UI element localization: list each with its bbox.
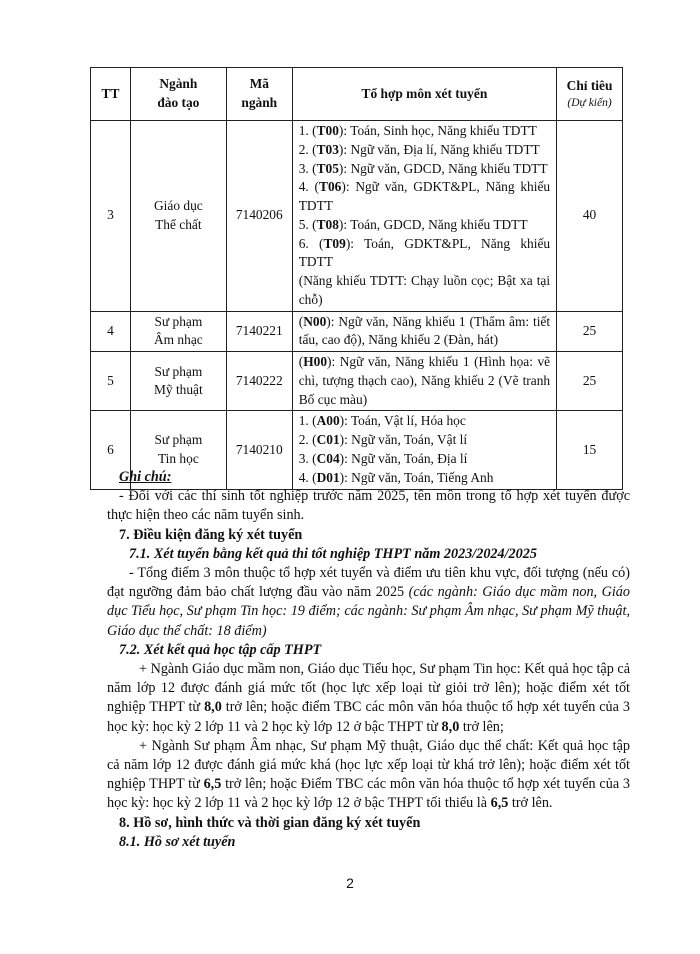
combo-item: 1. (A00): Toán, Vật lí, Hóa học xyxy=(298,413,466,429)
header-major: Ngành đào tạo xyxy=(130,68,226,121)
row-major: Sư phạm Âm nhạc xyxy=(130,311,226,352)
admission-table xyxy=(90,67,623,490)
row-tt: 6 xyxy=(91,411,131,489)
row-code: 7140222 xyxy=(226,352,292,411)
row-quota: 15 xyxy=(557,411,623,489)
header-quota: Chỉ tiêu (Dự kiến) xyxy=(557,68,623,121)
combo-item: 4. (T06): Ngữ văn, GDKT&PL, Năng khiếu TDTT xyxy=(298,179,551,214)
header-code: Mã ngành xyxy=(226,68,292,121)
table-row xyxy=(91,311,623,352)
body-text xyxy=(107,468,630,852)
section-8-heading: 8. Hồ sơ, hình thức và thời gian đăng ký xét tuyển xyxy=(119,814,421,831)
header-combo: Tổ hợp môn xét tuyển xyxy=(292,68,556,121)
combo-item: 3. (C04): Ngữ văn, Toán, Địa lí xyxy=(298,451,468,467)
combo-item: 2. (C01): Ngữ văn, Toán, Vật lí xyxy=(298,432,468,448)
row-code: 7140221 xyxy=(226,311,292,352)
section-7-1-heading: 7.1. Xét tuyển bằng kết quả thi tốt nghiệp THPT năm 2023/2024/2025 xyxy=(129,545,537,562)
section-7-2-para-2: + Ngành Sư phạm Âm nhạc, Sư phạm Mỹ thuật, Giáo dục thể chất: Kết quả học tập cả năm lớp 12 được đánh giá mức khá (học lực xếp loại từ khá trở lên); hoặc điểm xét tốt nghiệp THPT từ 6,5 trở lên; hoặc Điểm TBC các môn văn hóa thuộc tổ hợp xét tuyển của 3 học kỳ: học kỳ 2 lớp 11 và 2 học kỳ lớp 12 ở bậc THPT tối thiểu là 6,5 trở lên. xyxy=(107,737,631,812)
table-row xyxy=(91,352,623,411)
row-code: 7140210 xyxy=(226,411,292,489)
combo-item: (N00): Ngữ văn, Năng khiếu 1 (Thẩm âm: tiết tấu, cao độ), Năng khiếu 2 (Đàn, hát) xyxy=(298,313,551,348)
row-quota: 40 xyxy=(557,121,623,312)
combo-item: 3. (T05): Ngữ văn, GDCD, Năng khiếu TDTT xyxy=(298,160,548,176)
row-quota: 25 xyxy=(557,311,623,352)
table-header-row xyxy=(91,68,623,121)
row-combos xyxy=(292,352,556,411)
row-quota: 25 xyxy=(557,352,623,411)
row-combos xyxy=(292,121,556,312)
combo-item: 4. (D01): Ngữ văn, Toán, Tiếng Anh xyxy=(298,469,494,485)
combo-item: 1. (T00): Toán, Sinh học, Năng khiếu TDTT xyxy=(298,123,537,138)
row-combos xyxy=(292,311,556,352)
note-text: - Đối với các thí sinh tốt nghiệp trước năm 2025, tên môn trong tổ hợp xét tuyển được thực hiện theo các năm tuyển sinh. xyxy=(107,488,630,524)
table-row xyxy=(91,121,623,312)
section-7-2-para-1: + Ngành Giáo dục mầm non, Giáo dục Tiểu học, Sư phạm Tin học: Kết quả học tập cả năm lớp 12 được đánh giá mức tốt (học lực xếp loại từ giỏi trở lên); hoặc điểm xét tốt nghiệp THPT từ 8,0 trở lên; hoặc điểm TBC các môn văn hóa thuộc tổ hợp xét tuyển của 3 học kỳ: học kỳ 2 lớp 11 và 2 học kỳ lớp 12 ở bậc THPT từ 8,0 trở lên; xyxy=(107,661,630,735)
note-title: Ghi chú: xyxy=(119,469,172,485)
section-7-2-heading: 7.2. Xét kết quả học tập cấp THPT xyxy=(119,641,322,658)
combo-item: 5. (T08): Toán, GDCD, Năng khiếu TDTT xyxy=(298,216,528,232)
combo-item: 2. (T03): Ngữ văn, Địa lí, Năng khiếu TDTT xyxy=(298,141,540,157)
header-tt: TT xyxy=(91,68,131,121)
combo-extra: (Năng khiếu TDTT: Chạy luồn cọc; Bật xa tại chỗ) xyxy=(298,273,551,307)
row-tt: 3 xyxy=(91,121,131,312)
row-code: 7140206 xyxy=(226,121,292,312)
section-7-1-text: - Tổng điểm 3 môn thuộc tổ hợp xét tuyển và điểm ưu tiên khu vực, đối tượng (nếu có) đạt ngưỡng đảm bảo chất lượng đầu vào năm 2025 (các ngành: Giáo dục mầm non, Giáo dục Tiểu học, Sư phạm Tin học: 19 điểm; các ngành: Sư phạm Âm nhạc, Sư phạm Mỹ thuật, Giáo dục thể chất: 18 điểm) xyxy=(107,565,630,639)
row-tt: 4 xyxy=(91,311,131,352)
combo-item: 6. (T09): Toán, GDKT&PL, Năng khiếu TDTT xyxy=(298,235,551,270)
row-major: Sư phạm Mỹ thuật xyxy=(130,352,226,411)
row-major: Giáo dục Thể chất xyxy=(130,121,226,312)
combo-item: (H00): Ngữ văn, Năng khiếu 1 (Hình họa: vẽ chì, tượng thạch cao), Năng khiếu 2 (Vẽ tranh Bố cục màu) xyxy=(298,354,551,407)
section-8-1-heading: 8.1. Hồ sơ xét tuyển xyxy=(119,833,236,850)
page-number: 2 xyxy=(346,875,354,891)
row-tt: 5 xyxy=(91,352,131,411)
row-major: Sư phạm Tin học xyxy=(130,411,226,489)
section-7-heading: 7. Điều kiện đăng ký xét tuyển xyxy=(119,526,303,543)
